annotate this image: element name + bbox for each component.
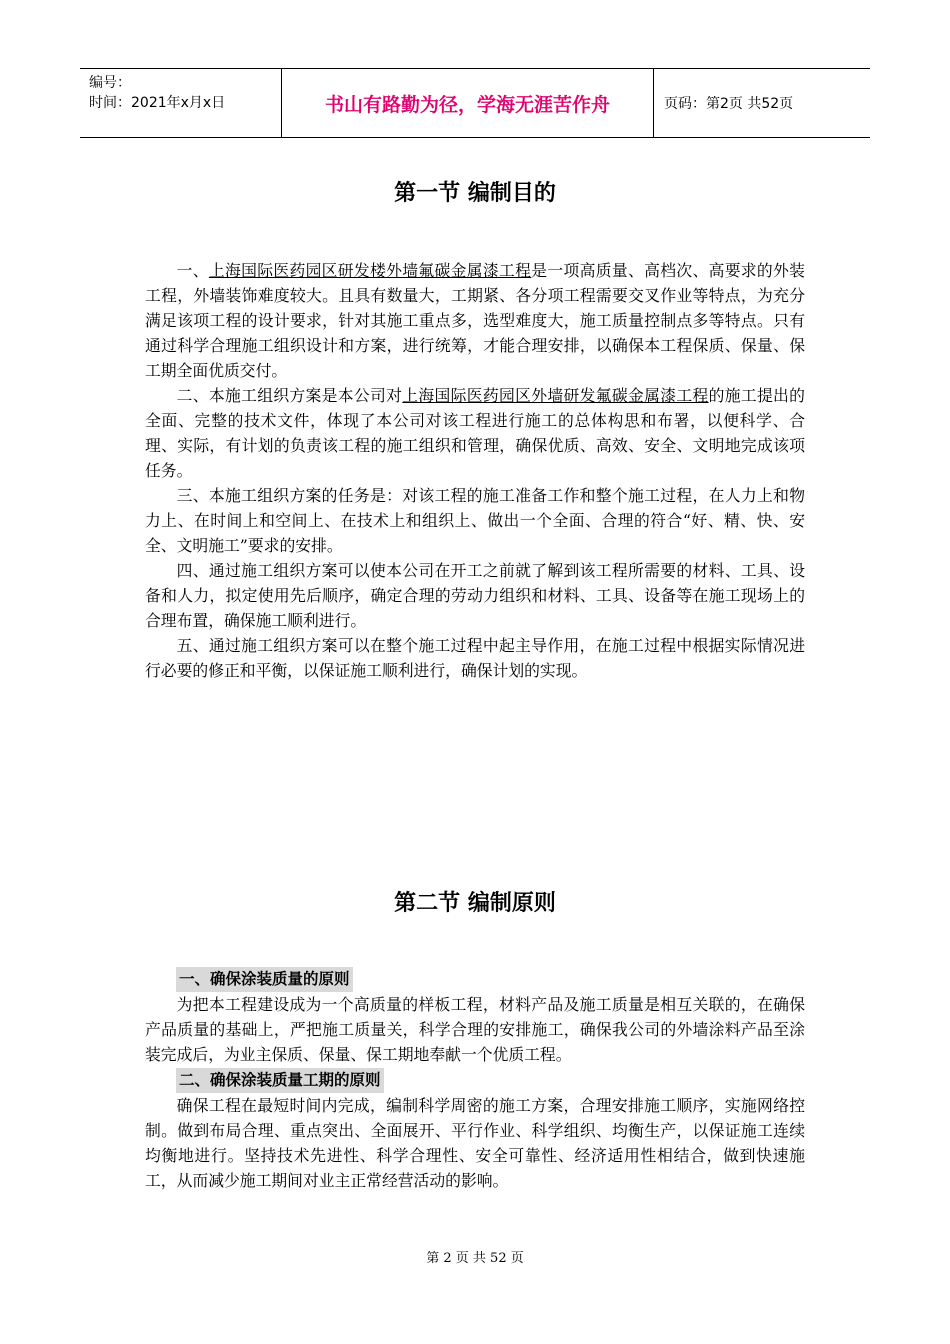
project-name-underlined: 上海国际医药园区外墙研发氟碳金属漆工程 xyxy=(402,386,709,405)
section2-heading-2: 二、确保涂装质量工期的原则 xyxy=(176,1068,384,1093)
section2-body xyxy=(145,966,805,1193)
section1-paragraph-3: 三、本施工组织方案的任务是：对该工程的施工准备工作和整个施工过程，在人力上和物力上、在时间上和空间上、在技术上和组织上、做出一个全面、合理的符合“好、精、快、安全、文明施工”要求的安排。 xyxy=(145,486,805,555)
header-motto: 书山有路勤为径，学海无涯苦作舟 xyxy=(281,69,654,137)
page-header xyxy=(80,68,870,138)
header-time-label: 时间：2021年x月x日 xyxy=(89,95,226,111)
section2-paragraph-2: 确保工程在最短时间内完成，编制科学周密的施工方案，合理安排施工顺序，实施网络控制。做到布局合理、重点突出、全面展开、平行作业、科学组织、均衡生产，以保证施工连续均衡地进行。坚持技术先进性、科学合理性、安全可靠性、经济适用性相结合，做到快速施工，从而减少施工期间对业主正常经营活动的影响。 xyxy=(145,1096,805,1190)
header-meta xyxy=(80,69,281,137)
header-number-label: 编号： xyxy=(89,75,131,91)
section2-heading-1: 一、确保涂装质量的原则 xyxy=(176,967,353,992)
section1-body xyxy=(145,258,805,683)
section1-paragraph-4: 四、通过施工组织方案可以使本公司在开工之前就了解到该工程所需要的材料、工具、设备和人力，拟定使用先后顺序，确定合理的劳动力组织和材料、工具、设备等在施工现场上的合理布置，确保施工顺利进行。 xyxy=(145,561,805,630)
project-name-underlined: 上海国际医药园区研发楼外墙氟碳金属漆工程 xyxy=(208,261,532,280)
section1-title: 第一节 编制目的 xyxy=(394,181,556,206)
section1-paragraph-5: 五、通过施工组织方案可以在整个施工过程中起主导作用，在施工过程中根据实际情况进行必要的修正和平衡，以保证施工顺利进行，确保计划的实现。 xyxy=(145,636,805,680)
section2-title: 第二节 编制原则 xyxy=(394,891,556,916)
page-footer: 第 2 页 共 52 页 xyxy=(426,1251,524,1266)
header-page-info: 页码：第2页 共52页 xyxy=(664,96,794,112)
section2-paragraph-1: 为把本工程建设成为一个高质量的样板工程，材料产品及施工质量是相互关联的，在确保产品质量的基础上，严把施工质量关，科学合理的安排施工，确保我公司的外墙涂料产品至涂装完成后，为业主保质、保量、保工期地奉献一个优质工程。 xyxy=(145,995,805,1064)
section1-paragraph-1: 一、上海国际医药园区研发楼外墙氟碳金属漆工程是一项高质量、高档次、高要求的外装工程，外墙装饰难度较大。且具有数量大，工期紧、各分项工程需要交叉作业等特点，为充分满足该项工程的设计要求，针对其施工重点多，选型难度大，施工质量控制点多等特点。只有通过科学合理施工组织设计和方案，进行统筹，才能合理安排，以确保本工程保质、保量、保工期全面优质交付。 xyxy=(145,261,805,380)
section1-paragraph-2: 二、本施工组织方案是本公司对上海国际医药园区外墙研发氟碳金属漆工程的施工提出的全面、完整的技术文件，体现了本公司对该工程进行施工的总体构思和布署，以便科学、合理、实际，有计划的负责该工程的施工组织和管理，确保优质、高效、安全、文明地完成该项任务。 xyxy=(145,386,805,480)
